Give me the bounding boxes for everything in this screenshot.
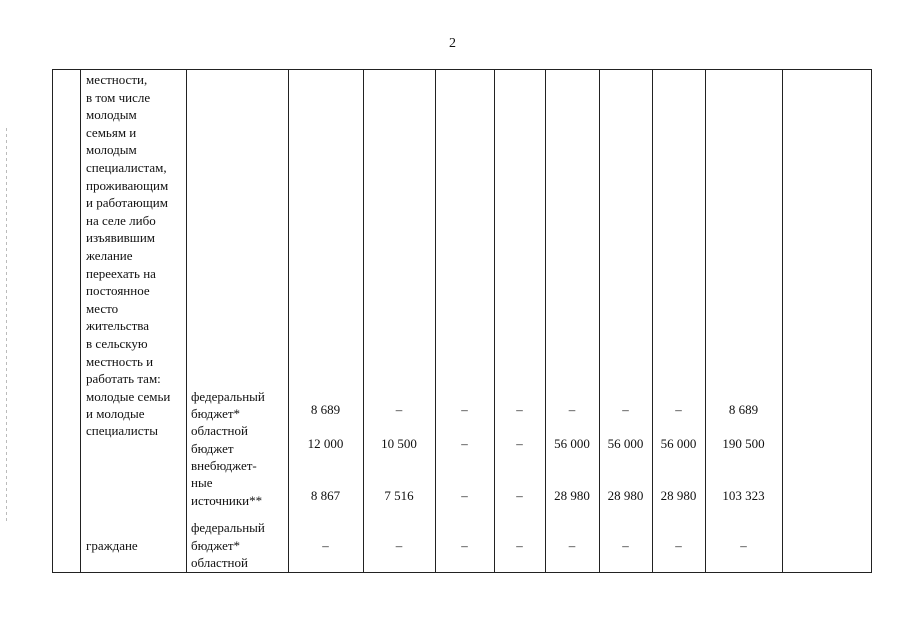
budget-table: [52, 69, 872, 573]
funding-source: ные: [191, 475, 213, 490]
table-cell: –: [568, 402, 576, 417]
table-cell: 103 323: [722, 488, 765, 503]
table-border-left: [52, 69, 53, 573]
column-divider: [782, 69, 783, 573]
table-cell: 28 980: [554, 488, 590, 503]
table-cell: –: [461, 402, 468, 417]
funding-source: источники**: [191, 493, 263, 508]
description-line: местность и: [86, 353, 154, 369]
funding-source: областной: [191, 555, 248, 570]
table-border-right: [871, 69, 872, 573]
description-line: работать там:: [86, 371, 161, 387]
description-line: переехать на: [86, 265, 156, 281]
description-line: и работающим: [86, 195, 168, 211]
group-name-citizens: граждане: [86, 538, 138, 553]
description-line: место: [86, 300, 119, 316]
description-line: специалистам,: [86, 159, 167, 175]
description-line: проживающим: [86, 177, 169, 193]
funding-source: бюджет*: [191, 538, 241, 553]
table-cell: –: [675, 402, 682, 417]
table-border-bottom: [52, 572, 872, 573]
table-cell: 56 000: [660, 436, 697, 451]
column-divider: [186, 69, 187, 573]
table-cell: –: [395, 538, 403, 553]
description-line: постоянное: [86, 283, 150, 299]
table-cell: –: [516, 402, 523, 417]
group-name-young-families: специалисты: [86, 423, 158, 438]
table-cell: 10 500: [381, 436, 417, 451]
table-cell: 12 000: [307, 436, 344, 451]
table-cell: –: [675, 538, 682, 553]
table-cell: –: [395, 402, 403, 417]
table-cell: –: [461, 538, 468, 553]
table-cell: 28 980: [660, 488, 697, 503]
table-border-top: [52, 69, 872, 70]
table-cell: –: [622, 538, 629, 553]
column-divider: [80, 69, 81, 573]
table-cell: 28 980: [607, 488, 644, 503]
funding-source: федеральный: [191, 520, 265, 535]
table-cell: –: [516, 538, 523, 553]
funding-source: бюджет*: [191, 406, 241, 421]
description-line: на селе либо: [86, 212, 156, 228]
description-line: молодым: [86, 142, 137, 158]
table-cell: –: [516, 488, 523, 503]
table-cell: –: [740, 538, 747, 553]
scan-edge-mark: [6, 128, 7, 523]
table-cell: 7 516: [384, 488, 414, 503]
description-line: жительства: [86, 318, 149, 334]
table-cell: –: [322, 538, 329, 553]
description-line: в том числе: [86, 89, 151, 105]
description-line: местности,: [86, 72, 148, 87]
table-cell: –: [461, 488, 468, 503]
table-cell: 190 500: [722, 436, 765, 451]
funding-source: бюджет: [191, 441, 234, 456]
page-number: 2: [449, 36, 456, 51]
table-cell: –: [568, 538, 576, 553]
group-name-young-families: молодые семьи: [86, 389, 171, 404]
table-cell: 8 689: [728, 402, 759, 417]
description-line: молодым: [86, 107, 137, 123]
table-cell: –: [516, 436, 523, 451]
table-cell: –: [461, 436, 468, 451]
funding-source: федеральный: [191, 389, 265, 404]
table-cell: 8 867: [310, 488, 341, 503]
group-name-young-families: и молодые: [86, 406, 145, 421]
description-line: изъявившим: [86, 230, 155, 246]
table-cell: 56 000: [607, 436, 644, 451]
row-description: [86, 71, 168, 388]
funding-source: областной: [191, 423, 248, 438]
description-line: в сельскую: [86, 335, 148, 351]
description-line: семьям и: [86, 124, 137, 140]
table-cell: –: [622, 402, 629, 417]
table-cell: 56 000: [554, 436, 590, 451]
funding-source: внебюджет-: [191, 458, 257, 473]
table-cell: 8 689: [310, 402, 341, 417]
description-line: желание: [86, 247, 133, 263]
